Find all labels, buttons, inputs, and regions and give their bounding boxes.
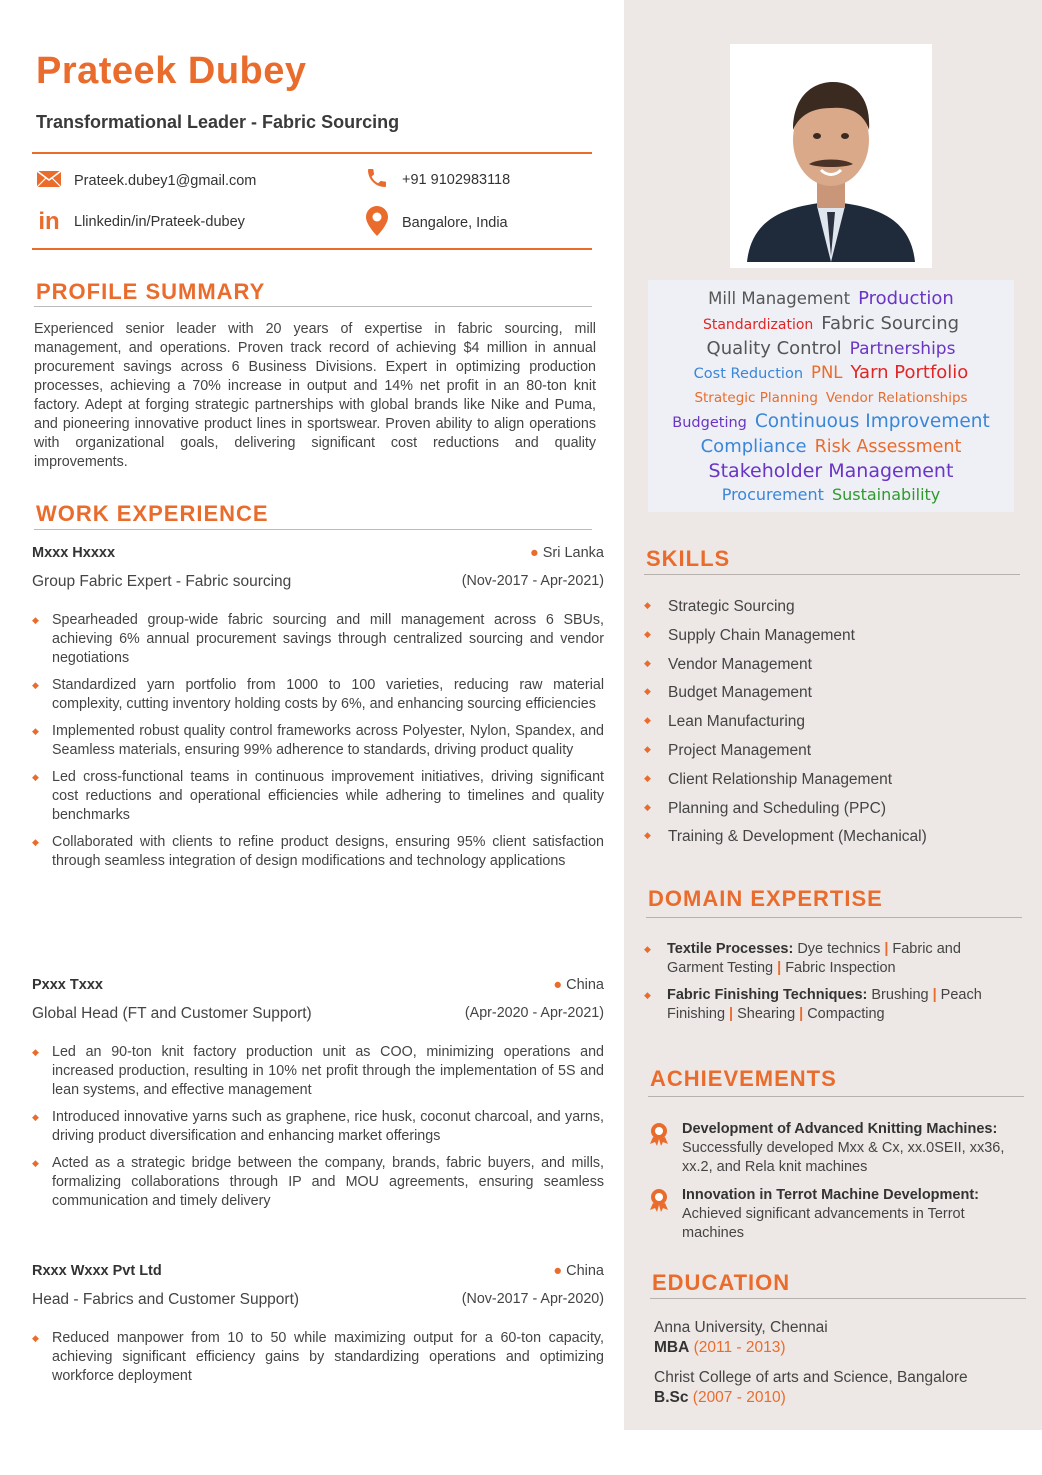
skill-item: ◆ Planning and Scheduling (PPC) (644, 800, 927, 829)
achievement-item: Development of Advanced Knitting Machines: Successfully developed Mxx & Cx, xx.0SEII, xx36, xx.2, and Rela knit machines (648, 1120, 1018, 1177)
skill-item: ◆ Lean Manufacturing (644, 713, 927, 742)
skill-item: ◆ Training & Development (Mechanical) (644, 828, 927, 857)
domain-item: ◆ Textile Processes: Dye technics | Fabric and Garment Testing | Fabric Inspection (644, 940, 1014, 978)
keyword-tag: Stakeholder Management (708, 460, 954, 482)
keyword-tag: Sustainability (831, 485, 941, 504)
phone-icon (364, 166, 390, 194)
job-location: ● China (553, 1263, 604, 1279)
job-bullets (32, 1329, 604, 1386)
job-company: Rxxx Wxxx Pvt Ltd (32, 1263, 162, 1279)
job-dates: (Nov-2017 - Apr-2020) (461, 1291, 604, 1307)
profile-photo (730, 44, 932, 268)
skill-item: ◆ Client Relationship Management (644, 771, 927, 800)
job-bullet: ◆ Spearheaded group-wide fabric sourcing and mill management across 6 SBUs, achieving 6% annual procurement savings through centralized sourcing and vendor negotiations (32, 611, 604, 668)
keyword-cloud (648, 280, 1014, 512)
keyword-tag: Budgeting (672, 415, 747, 431)
contact-email[interactable] (36, 170, 256, 192)
job-entry-3 (32, 1263, 604, 1394)
contact-phone[interactable] (364, 166, 510, 194)
keyword-cloud-row (648, 460, 1014, 482)
linkedin-icon: in (38, 208, 60, 235)
profile-summary-heading: PROFILE SUMMARY (36, 279, 266, 304)
job-bullets (32, 1043, 604, 1211)
education-item (654, 1368, 968, 1408)
keyword-cloud-row (648, 387, 1014, 406)
education-school: Anna University, Chennai (654, 1319, 828, 1336)
skill-item: ◆ Strategic Sourcing (644, 598, 927, 627)
location-pin-icon (364, 206, 390, 240)
keyword-cloud-row (648, 485, 1014, 504)
education-years: (2011 - 2013) (693, 1339, 786, 1356)
keyword-cloud-row (648, 313, 1014, 334)
job-bullet: ◆ Introduced innovative yarns such as graphene, rice husk, coconut charcoal, and yarns, driving product diversification and enhancing market offerings (32, 1108, 604, 1146)
keyword-cloud-row (648, 362, 1014, 383)
skills-heading: SKILLS (646, 546, 731, 571)
skill-item: ◆ Vendor Management (644, 656, 927, 685)
work-experience-heading: WORK EXPERIENCE (36, 501, 269, 526)
mail-icon (36, 170, 62, 192)
contact-location (364, 206, 508, 240)
keyword-tag: PNL (811, 363, 843, 382)
job-bullet: ◆ Standardized yarn portfolio from 1000 to 100 varieties, reducing raw material complexity, cutting inventory holding costs by 6%, and enhancing sourcing efficiencies (32, 676, 604, 714)
skill-item: ◆ Budget Management (644, 684, 927, 713)
job-bullet: ◆ Reduced manpower from 10 to 50 while maximizing output for a 60-ton capacity, achieving significant efficiency gains by standardizing operations and optimizing workforce deployment (32, 1329, 604, 1386)
keyword-cloud-row (648, 436, 1014, 457)
phone-text: +91 9102983118 (402, 172, 511, 188)
education-school: Christ College of arts and Science, Bangalore (654, 1369, 968, 1386)
keyword-tag: Procurement (721, 485, 824, 504)
keyword-tag: Partnerships (849, 339, 956, 359)
keyword-cloud-row (648, 411, 1014, 432)
job-location: ● Sri Lanka (529, 545, 604, 561)
domain-item: ◆ Fabric Finishing Techniques: Brushing | Peach Finishing | Shearing | Compacting (644, 986, 1014, 1024)
keyword-tag: Cost Reduction (693, 366, 804, 382)
award-icon (648, 1186, 682, 1243)
keyword-cloud-row (648, 288, 1014, 309)
skill-item: ◆ Project Management (644, 742, 927, 771)
job-bullet: ◆ Led cross-functional teams in continuous improvement initiatives, driving significant cost reductions and operational efficiencies while adhering to timelines and quality benchmarks (32, 768, 604, 825)
location-pin-icon: ● (529, 545, 539, 561)
keyword-tag: Vendor Relationships (825, 390, 968, 406)
job-bullets (32, 611, 604, 871)
job-bullet: ◆ Implemented robust quality control frameworks across Polyester, Nylon, Spandex, and Seamless materials, ensuring 99% adherence to standards, driving product quality (32, 722, 604, 760)
header-rule-bottom (32, 248, 592, 250)
work-experience-divider (34, 529, 592, 530)
job-company: Pxxx Txxx (32, 977, 103, 993)
job-dates: (Apr-2020 - Apr-2021) (464, 1005, 604, 1021)
location-pin-icon: ● (553, 1263, 563, 1279)
keyword-tag: Continuous Improvement (754, 411, 990, 432)
job-dates: (Nov-2017 - Apr-2021) (461, 573, 604, 589)
job-entry-2 (32, 977, 604, 1219)
skills-divider (644, 574, 1020, 575)
keyword-tag: Yarn Portfolio (850, 362, 969, 383)
keyword-cloud-row (648, 338, 1014, 359)
location-text: Bangalore, India (402, 215, 508, 231)
job-role: Head - Fabrics and Customer Support) (32, 1291, 300, 1308)
skill-item: ◆ Supply Chain Management (644, 627, 927, 656)
education-divider (650, 1298, 1026, 1299)
candidate-name: Prateek Dubey (36, 50, 307, 92)
header-rule-top (32, 152, 592, 154)
keyword-tag: Risk Assessment (814, 437, 962, 457)
job-bullet: ◆ Led an 90-ton knit factory production unit as COO, minimizing operations and increased production, resulting in 10% net profit through the implementation of 5S and lean systems, and effective management (32, 1043, 604, 1100)
profile-summary-text: Experienced senior leader with 20 years of expertise in fabric sourcing, mill management, and operations. Proven track record of achieving $4 million in annual procurement savings across 6 Business Divisions. Expert in optimizing production processes, achieving a 70% increase in output and 14% net profit in an 80-ton knit factory. Adept at forging strategic partnerships with global brands like Nike and Puma, and pioneering innovative product lines in sportswear. Proven ability to align operations with organizational goals, delivering significant cost reductions and quality improvements. (34, 321, 596, 470)
achievements-divider (648, 1096, 1024, 1097)
keyword-tag: Mill Management (708, 289, 851, 308)
job-location: ● China (553, 977, 604, 993)
keyword-tag: Compliance (700, 436, 807, 457)
skills-list (644, 598, 927, 857)
achievement-item: Innovation in Terrot Machine Development: Achieved significant advancements in Terrot machines (648, 1186, 1018, 1243)
job-entry-1 (32, 545, 604, 879)
location-pin-icon: ● (553, 977, 563, 993)
education-item (654, 1318, 828, 1358)
keyword-tag: Quality Control (706, 338, 842, 359)
job-company: Mxxx Hxxxx (32, 545, 116, 561)
education-degree: B.Sc (654, 1389, 689, 1406)
job-role: Global Head (FT and Customer Support) (32, 1005, 312, 1022)
job-bullet: ◆ Acted as a strategic bridge between the company, brands, fabric buyers, and mills, formalizing collaborations through IP and MOU agreements, ensuring seamless communication and timely delivery (32, 1154, 604, 1211)
keyword-tag: Standardization (702, 317, 814, 333)
domain-expertise-heading: DOMAIN EXPERTISE (648, 886, 883, 911)
email-text: Prateek.dubey1@gmail.com (74, 173, 257, 189)
job-role: Group Fabric Expert - Fabric sourcing (32, 573, 292, 590)
achievements-heading: ACHIEVEMENTS (650, 1066, 837, 1091)
profile-summary-divider (34, 306, 592, 307)
domain-list (644, 940, 1014, 1032)
education-heading: EDUCATION (652, 1270, 791, 1295)
keyword-tag: Production (858, 288, 954, 309)
domain-expertise-divider (646, 917, 1022, 918)
education-years: (2007 - 2010) (692, 1389, 786, 1406)
contact-linkedin[interactable] (36, 208, 245, 235)
keyword-tag: Strategic Planning (694, 390, 818, 406)
candidate-title: Transformational Leader - Fabric Sourcing (36, 112, 400, 132)
keyword-tag: Fabric Sourcing (821, 313, 960, 334)
education-degree: MBA (654, 1339, 690, 1356)
job-bullet: ◆ Collaborated with clients to refine product designs, ensuring 95% client satisfaction through seamless integration of design modifications and technology applications (32, 833, 604, 871)
award-icon (648, 1120, 682, 1177)
linkedin-text: Llinkedin/in/Prateek-dubey (74, 214, 245, 230)
